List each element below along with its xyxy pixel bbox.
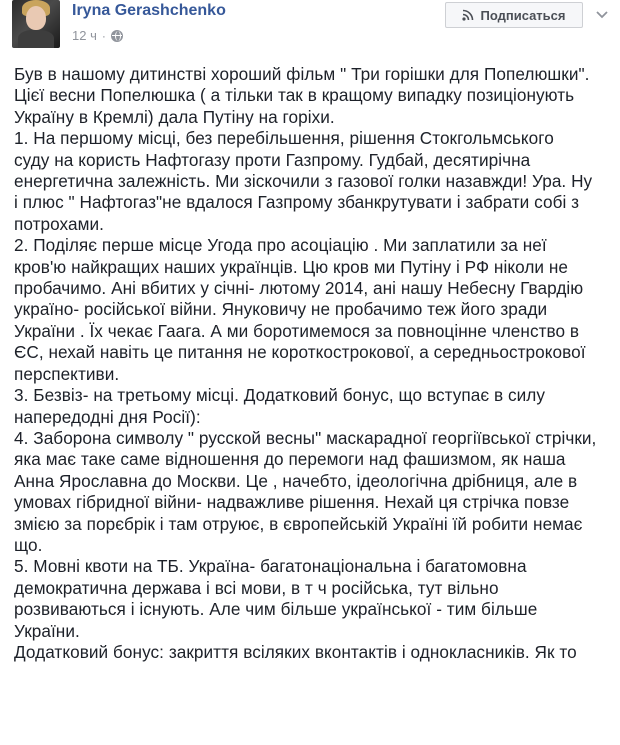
post-text-line: потрохами. xyxy=(14,213,104,234)
avatar-body xyxy=(18,30,54,48)
post-header xyxy=(0,0,620,60)
post-text-line: Україну в Кремлі) дала Путіну на горіхи. xyxy=(14,106,335,127)
post-timestamp[interactable]: 12 ч xyxy=(72,28,97,43)
meta-separator: · xyxy=(101,28,106,43)
post-text-line: Цієї весни Попелюшка ( а тільки так в кращому випадку позиціонують xyxy=(14,85,575,106)
post-text-line: України. xyxy=(14,620,80,641)
chevron-down-icon[interactable] xyxy=(594,6,610,22)
post-text-line: 2. Поділяє перше місце Угода про асоціацію . Ми заплатили за неї xyxy=(14,235,547,256)
post-text-line: 5. Мовні квоти на ТБ. Україна- багатонаціональна і багатомовна xyxy=(14,556,527,577)
post-text-line: пробачимо. Ані вбитих у січні- лютому 2014, ані нашу Небесну Гвардію xyxy=(14,278,584,299)
post-text-line: Анна Ярославна до Москви. Це , начебто, ідеологічна дрібниця, але в xyxy=(14,470,578,491)
rss-icon xyxy=(462,9,474,21)
subscribe-label: Подписаться xyxy=(480,7,566,23)
avatar-face xyxy=(26,6,46,30)
post-text-line: 1. На першому місці, без перебільшення, рішення Стокгольмського xyxy=(14,128,554,149)
post-text-line: 3. Безвіз- на третьому місці. Додатковий бонус, що вступає в силу xyxy=(14,385,545,406)
subscribe-button[interactable] xyxy=(445,2,583,28)
post-text-line: яка має таке саме відношення до перемоги над фашизмом, як наша xyxy=(14,449,566,470)
post-text-line: україно- російської війни. Януковичу не пробачимо теж його зради xyxy=(14,299,548,320)
post-text-line: розвиваються і існують. Але чим більше української - тим більше xyxy=(14,599,538,620)
post-text-line: що. xyxy=(14,534,43,555)
post-text xyxy=(14,64,614,663)
post-text-line: Був в нашому дитинстві хороший фільм " Три горішки для Попелюшки". xyxy=(14,64,590,84)
globe-icon[interactable] xyxy=(111,30,123,42)
post-text-line: України . Їх чекає Гаага. А ми боротимемося за повноцінне членство в xyxy=(14,320,580,341)
author-name[interactable]: Iryna Gerashchenko xyxy=(72,2,226,19)
post-text-line: напередодні дня Росії): xyxy=(14,406,201,427)
post-meta xyxy=(72,28,123,43)
post-text-line: ЄС, нехай навіть це питання не короткострокової, а середньострокової xyxy=(14,342,586,363)
post-text-line: демократична держава і всі мови, в т ч російська, тут вільно xyxy=(14,577,499,598)
post-text-line: енергетична залежність. Ми зіскочили з газової голки назавжди! Ура. Ну xyxy=(14,171,593,192)
post-text-line: і плюс " Нафтогаз"не вдалося Газпрому збанкрутувати і забрати собі з xyxy=(14,192,580,213)
post-text-line: змією за порєбрік і там отруює, в європейській Україні їй робити немає xyxy=(14,513,583,534)
post-text-line: перспективи. xyxy=(14,363,120,384)
post-text-line: Додатковий бонус: закриття всіляких вконтактів і однокласників. Як то xyxy=(14,641,577,662)
avatar[interactable] xyxy=(12,0,60,48)
post-text-line: умовах гібридної війни- надважливе рішення. Нехай ця стрічка повзе xyxy=(14,492,570,513)
post-text-line: 4. Заборона символу " русской весны" маскарадної георгіївської стрічки, xyxy=(14,427,597,448)
post-text-line: суду на користь Нафтогазу проти Газпрому. Гудбай, десятирічна xyxy=(14,149,531,170)
post-text-line: кров'ю найкращих наших українців. Цю кров ми Путіну і РФ ніколи не xyxy=(14,256,569,277)
